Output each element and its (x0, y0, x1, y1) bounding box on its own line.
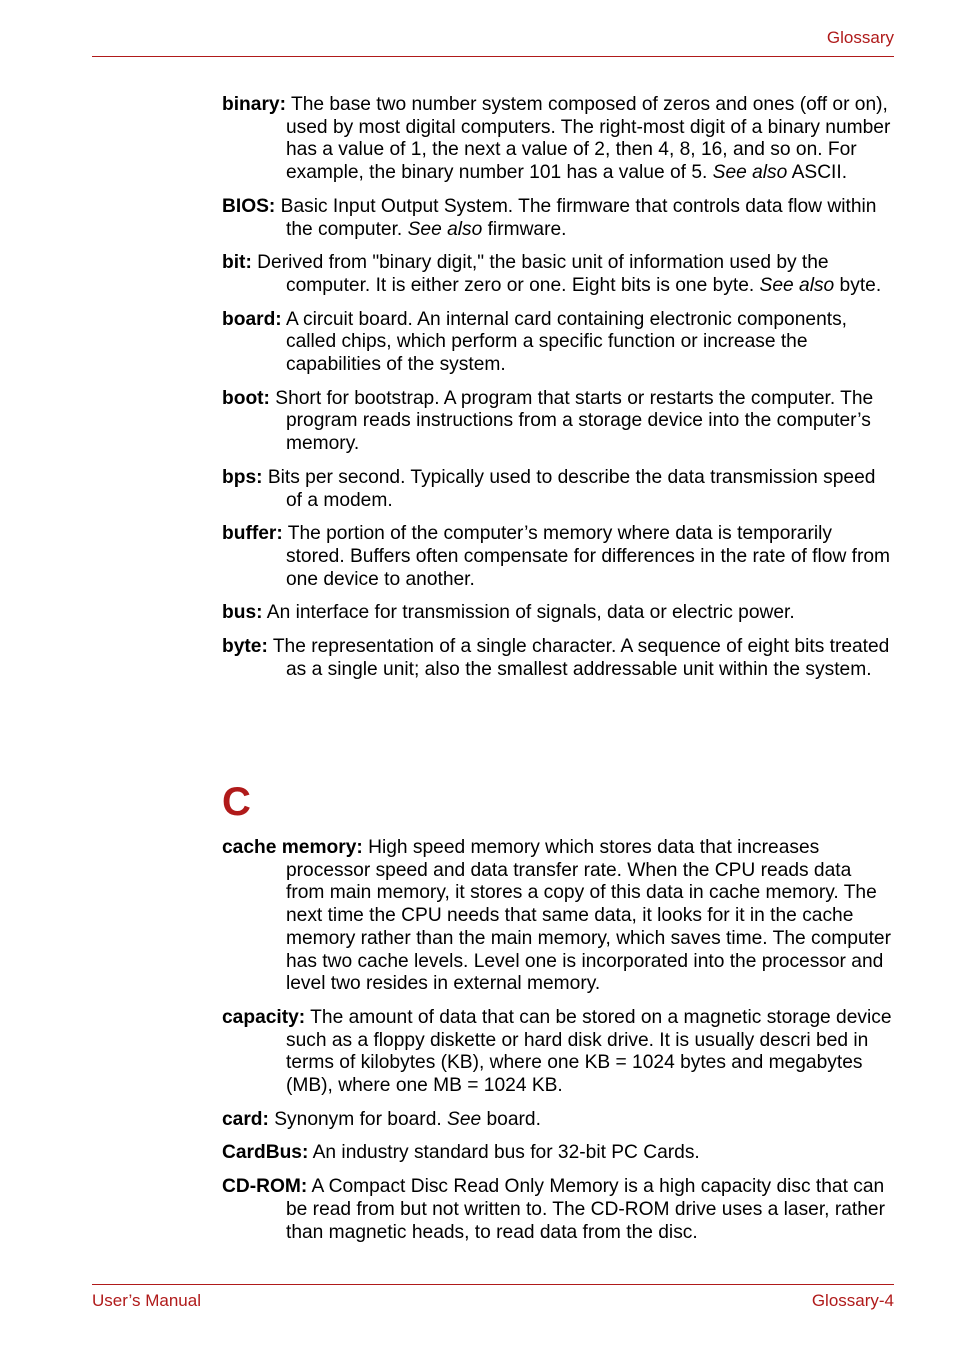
entry-reference: byte. (834, 274, 882, 296)
footer-rule (92, 1284, 894, 1285)
entry-reference: firmware. (482, 218, 567, 240)
entry-text: Synonym for board. (268, 1108, 448, 1130)
entry-text: Short for bootstrap. A program that starts or restarts the computer. The program reads instructions from a storage device into the computer’s memory. (269, 387, 874, 455)
glossary-entry (222, 252, 894, 297)
entry-see-also: See also (407, 218, 483, 240)
entry-text: The portion of the computer’s memory where data is temporarily stored. Buffers often compensate for differences in the rate of flow from one device to another. (282, 523, 891, 590)
section-letter-heading: C (222, 780, 251, 824)
entry-text: Bits per second. Typically used to describe the data transmission speed of a modem. (262, 466, 876, 511)
glossary-entry (222, 467, 894, 512)
entry-see-also: See also (759, 274, 835, 296)
entry-text: A Compact Disc Read Only Memory is a high capacity disc that can be read from but not written to. The CD-ROM drive uses a laser, rather than magnetic heads, to read data from the disc. (286, 1176, 885, 1243)
entry-text: The base two number system composed of zeros and ones (off or on), used by most digital computers. The right-most digit of a binary number has a value of 1, the next a value of 2, then 4, 8, 16, and so on. For example, the binary number 101 has a value of 5. (285, 94, 891, 184)
entry-text: High speed memory which stores data that increases processor speed and data transfer rate. When the CPU reads data from main memory, it stores a copy of this data in cache memory. The next time the CPU needs that same data, it looks for it in the cache memory rather than the main memory, which saves time. The computer has two cache levels. Level one is incorporated into the processor and level two resides in external memory. (286, 837, 891, 995)
entry-text: A circuit board. An internal card containing electronic components, called chips, which perform a specific function or increase the capabilities of the system. (281, 308, 847, 376)
glossary-entry (222, 309, 894, 377)
entry-term: board: (222, 308, 282, 330)
entry-term: card: (222, 1108, 269, 1130)
glossary-entry (222, 523, 894, 591)
entry-term: capacity: (222, 1006, 306, 1028)
glossary-entry (222, 94, 894, 185)
glossary-entries-c (222, 837, 894, 1255)
entry-text: The representation of a single character. A sequence of eight bits treated as a single unit; also the smallest addressable unit within the system. (267, 636, 890, 680)
glossary-entry (222, 636, 894, 681)
entry-text: An industry standard bus for 32-bit PC Cards. (308, 1142, 700, 1164)
entry-term: bus: (222, 602, 263, 624)
glossary-entry (222, 837, 894, 996)
entry-term: cache memory: (222, 837, 363, 858)
entry-see-also: See also (712, 162, 788, 184)
glossary-entry (222, 602, 894, 625)
entry-term: CardBus: (222, 1142, 309, 1164)
entry-term: bit: (222, 252, 252, 274)
entry-term: bps: (222, 466, 263, 488)
glossary-entry (222, 1176, 894, 1244)
entry-term: CD-ROM: (222, 1176, 308, 1198)
entry-term: boot: (222, 387, 270, 409)
entry-see: See (447, 1108, 482, 1130)
entry-term: buffer: (222, 523, 283, 545)
entry-term: binary: (222, 94, 286, 115)
footer-page-number: Glossary-4 (811, 1291, 894, 1310)
glossary-entry (222, 1007, 894, 1098)
glossary-entry (222, 1109, 894, 1132)
footer-manual-title: User’s Manual (92, 1291, 201, 1310)
entry-text: Basic Input Output System. The firmware that controls data flow within the computer. (275, 195, 877, 240)
glossary-entry (222, 388, 894, 456)
entry-term: BIOS: (222, 195, 276, 217)
entry-term: byte: (222, 636, 268, 658)
glossary-entries-b (222, 94, 894, 692)
entry-reference: board. (481, 1108, 541, 1130)
entry-text: Derived from "binary digit," the basic unit of information used by the computer. It is either zero or one. Eight bits is one byte. (251, 252, 829, 296)
entry-text: An interface for transmission of signals, data or electric power. (262, 602, 795, 624)
header-title: Glossary (826, 28, 894, 47)
entry-reference: ASCII. (787, 162, 848, 184)
glossary-entry (222, 1142, 894, 1165)
glossary-entry (222, 196, 894, 241)
entry-text: The amount of data that can be stored on a magnetic storage device such as a floppy diskette or hard disk drive. It is usually descri bed in terms of kilobytes (KB), where one KB = 1024 bytes and megabytes (MB), where one MB = 1024 KB. (286, 1006, 892, 1097)
header-rule (92, 56, 894, 57)
